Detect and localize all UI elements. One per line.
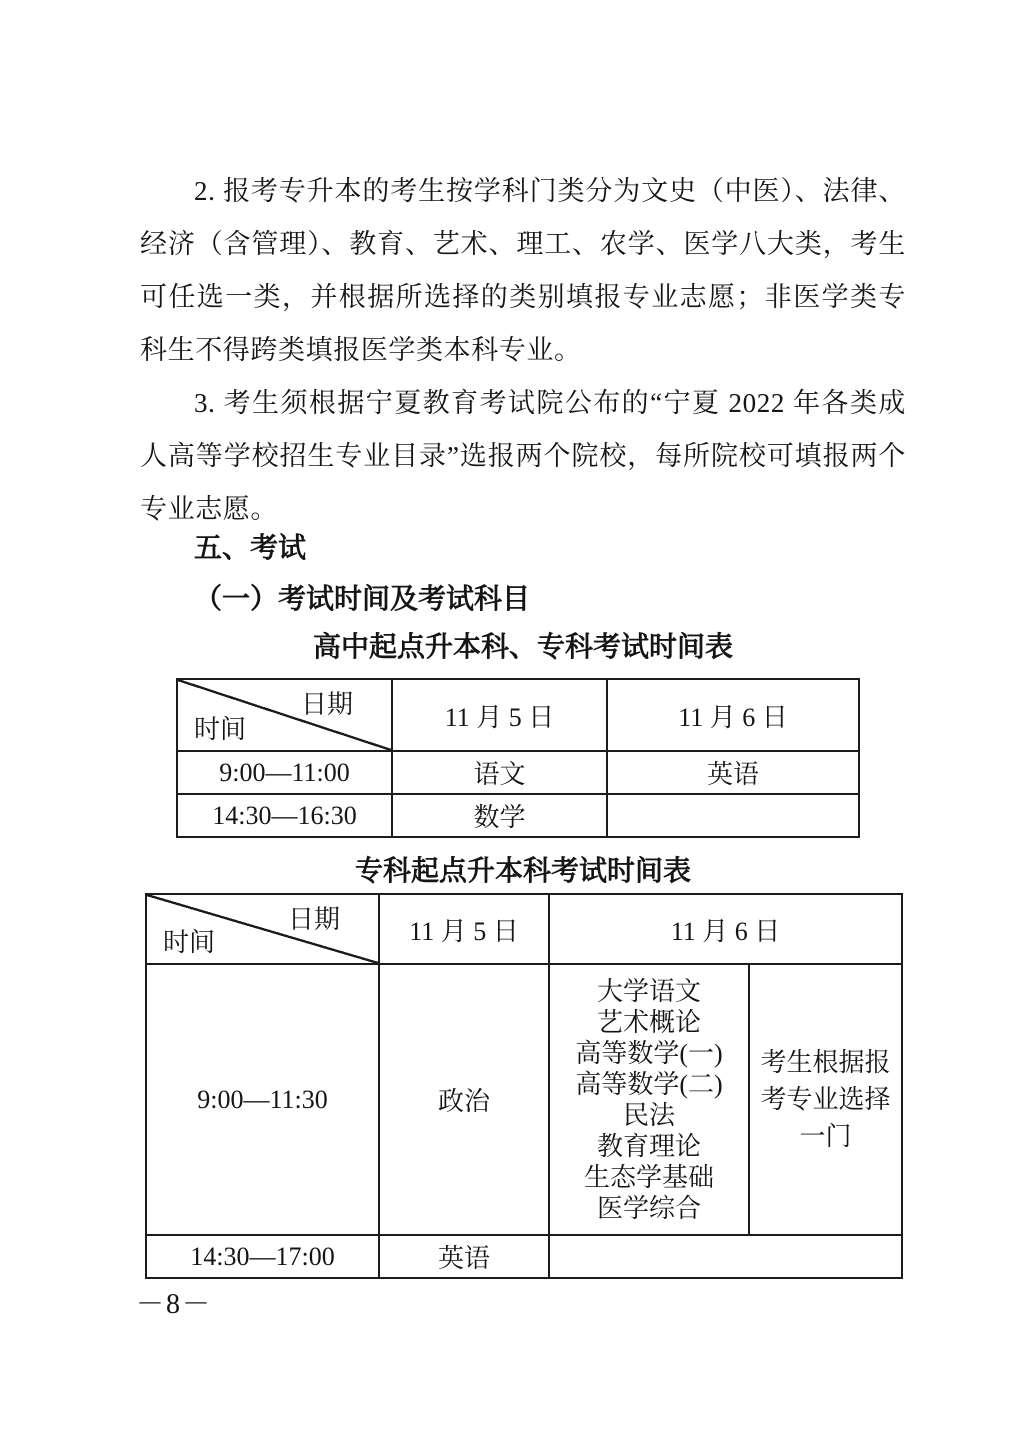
highschool-start-exam-table — [176, 678, 860, 838]
subject-item: 医学综合 — [596, 1193, 701, 1223]
time-cell: 14:30—16:30 — [177, 794, 392, 837]
date-time-diagonal-cell — [177, 679, 392, 751]
subject-list-cell — [549, 964, 749, 1235]
table-row — [146, 964, 902, 1235]
subject-item: 生态学基础 — [583, 1162, 714, 1192]
subject-cell: 数学 — [392, 794, 607, 837]
column-header-nov5: 11 月 5 日 — [392, 679, 607, 751]
subject-item: 艺术概论 — [596, 1007, 701, 1037]
subject-item: 民法 — [622, 1100, 675, 1130]
subsection-heading: （一）考试时间及考试科目 — [194, 584, 531, 615]
selection-note-cell: 考生根据报考专业选择一门 — [749, 964, 902, 1235]
body-paragraph-2: 2. 报考专升本的考生按学科门类分为文史（中医）、法律、经济（含管理）、教育、艺术、理工、农学、医学八大类，考生可任选一类，并根据所选择的类别填报专业志愿；非医学类专科生不得跨类填报医学类本科专业。 — [140, 176, 906, 365]
subject-cell — [607, 794, 859, 837]
subject-item: 高等数学(一) — [575, 1038, 723, 1068]
time-cell: 9:00—11:00 — [177, 751, 392, 794]
table-header-row — [146, 894, 902, 964]
table-row — [146, 1235, 902, 1278]
subject-item: 高等数学(二) — [575, 1069, 723, 1099]
time-corner-label: 时间 — [194, 715, 247, 744]
table1-title: 高中起点升本科、专科考试时间表 — [312, 631, 733, 662]
table-row — [177, 751, 859, 794]
subject-item: 大学语文 — [596, 976, 701, 1006]
column-header-nov5: 11 月 5 日 — [379, 894, 549, 964]
table-header-row — [177, 679, 859, 751]
subject-cell — [549, 1235, 902, 1278]
subject-cell: 政治 — [379, 964, 549, 1235]
subject-cell: 语文 — [392, 751, 607, 794]
time-corner-label: 时间 — [163, 928, 216, 957]
page-number: －8－ — [136, 1289, 213, 1320]
college-start-exam-table — [145, 893, 903, 1279]
column-header-nov6: 11 月 6 日 — [607, 679, 859, 751]
subject-cell: 英语 — [379, 1235, 549, 1278]
column-header-nov6: 11 月 6 日 — [549, 894, 902, 964]
body-paragraph-3: 3. 考生须根据宁夏教育考试院公布的“宁夏 2022 年各类成人高等学校招生专业目录”选报两个院校，每所院校可填报两个专业志愿。 — [140, 388, 906, 524]
date-time-diagonal-cell — [146, 894, 379, 964]
section-heading: 五、考试 — [194, 532, 307, 563]
date-corner-label: 日期 — [300, 690, 353, 719]
date-corner-label: 日期 — [287, 905, 340, 934]
subject-item: 教育理论 — [596, 1131, 701, 1161]
subject-cell: 英语 — [607, 751, 859, 794]
time-cell: 9:00—11:30 — [146, 964, 379, 1235]
time-cell: 14:30—17:00 — [146, 1235, 379, 1278]
table2-title: 专科起点升本科考试时间表 — [354, 855, 691, 886]
table-row — [177, 794, 859, 837]
